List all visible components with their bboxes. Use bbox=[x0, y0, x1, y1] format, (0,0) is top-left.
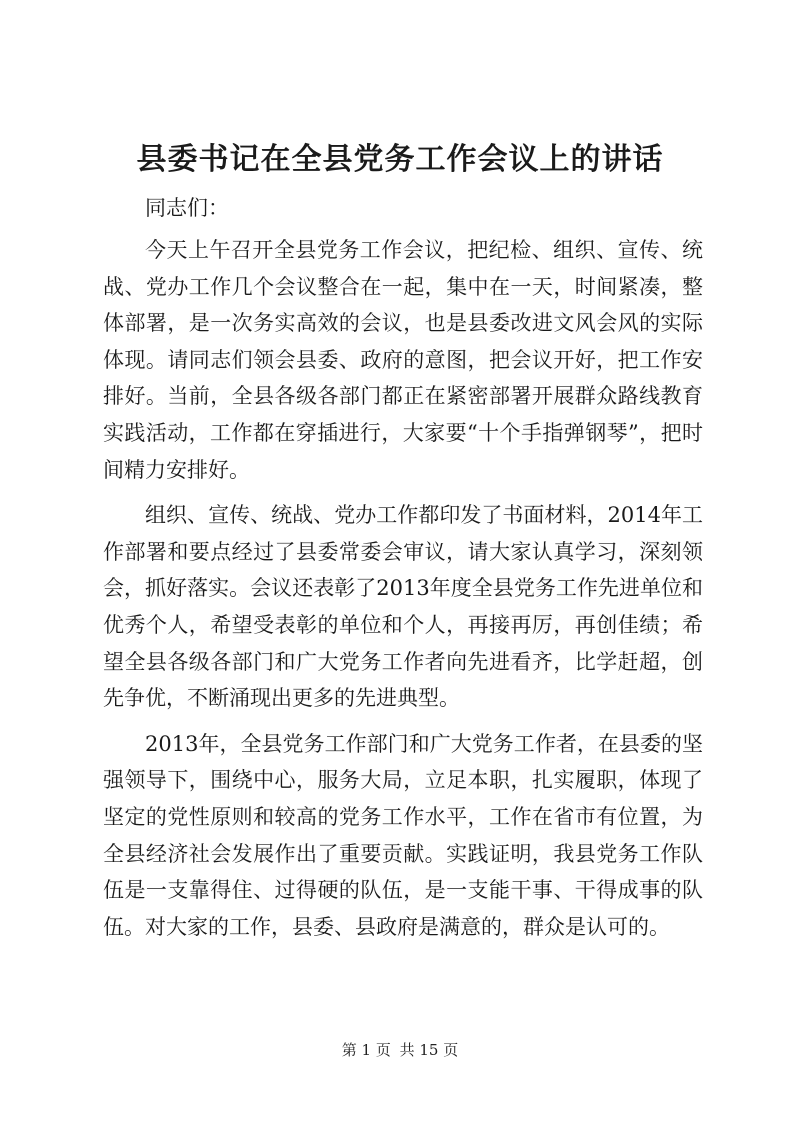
page-footer bbox=[0, 1040, 800, 1060]
greeting-line: 同志们： bbox=[145, 196, 229, 220]
document-title: 县委书记在全县党务工作会议上的讲话 bbox=[136, 142, 664, 177]
paragraph-1: 今天上午召开全县党务工作会议，把纪检、组织、宣传、统战、党办工作几个会议整合在一起，集中在一天，时间紧凑，整体部署，是一次务实高效的会议，也是县委改进文风会风的实际体现。请同志们领会县委、政府的意图，把会议开好，把工作安排好。当前，全县各级各部门都正在紧密部署开展群众路线教育实践活动，工作都在穿插进行，大家要“十个手指弹钢琴”，把时间精力安排好。 bbox=[103, 238, 703, 482]
paragraph-2: 组织、宣传、统战、党办工作都印发了书面材料，2014年工作部署和要点经过了县委常委会审议，请大家认真学习，深刻领会，抓好落实。会议还表彰了2013年度全县党务工作先进单位和优秀个人，希望受表彰的单位和个人，再接再厉，再创佳绩；希望全县各级各部门和广大党务工作者向先进看齐，比学赶超，创先争优，不断涌现出更多的先进典型。 bbox=[103, 503, 703, 711]
paragraph-3: 2013年，全县党务工作部门和广大党务工作者，在县委的坚强领导下，围绕中心，服务大局，立足本职，扎实履职，体现了坚定的党性原则和较高的党务工作水平，工作在省市有位置，为全县经济社会发展作出了重要贡献。实践证明，我县党务工作队伍是一支靠得住、过得硬的队伍，是一支能干事、干得成事的队伍。对大家的工作，县委、县政府是满意的，群众是认可的。 bbox=[103, 731, 703, 939]
document-body bbox=[103, 190, 703, 945]
page-total: 共 15 页 bbox=[399, 1041, 459, 1059]
page-number: 第 1 页 bbox=[341, 1041, 391, 1059]
